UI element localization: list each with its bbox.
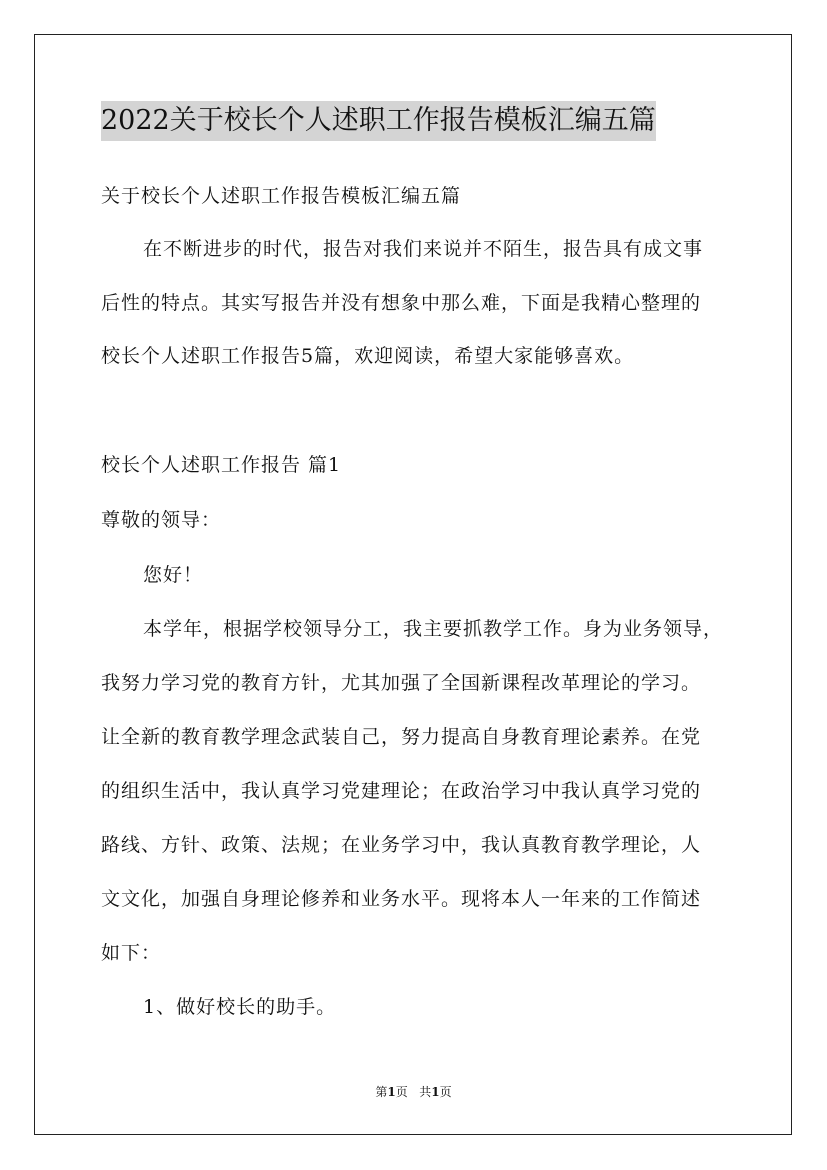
footer-page-number: 1 (387, 1085, 396, 1099)
body-line-6: 文文化，加强自身理论修养和业务水平。现将本人一年来的工作简述 (101, 888, 702, 910)
intro-line-1: 在不断进步的时代，报告对我们来说并不陌生，报告具有成文事 (143, 238, 704, 260)
document-title: 2022关于校长个人述职工作报告模板汇编五篇 (101, 101, 656, 141)
body-line-5: 路线、方针、政策、法规；在业务学习中，我认真教育教学理论，人 (101, 834, 702, 856)
salutation: 尊敬的领导： (101, 509, 222, 531)
body-line-4: 的组织生活中，我认真学习党建理论；在政治学习中我认真学习党的 (101, 780, 702, 802)
footer-total-suffix: 页 (439, 1085, 452, 1099)
document-subtitle: 关于校长个人述职工作报告模板汇编五篇 (101, 185, 462, 207)
footer-total-prefix: 共 (419, 1085, 432, 1099)
footer-page-suffix: 页 (395, 1085, 408, 1099)
intro-line-2: 后性的特点。其实写报告并没有想象中那么难，下面是我精心整理的 (101, 292, 702, 314)
body-line-1: 本学年，根据学校领导分工，我主要抓教学工作。身为业务领导， (143, 618, 724, 640)
body-line-7: 如下： (101, 942, 162, 964)
section-heading: 校长个人述职工作报告 篇1 (101, 454, 342, 476)
body-line-3: 让全新的教育教学理念武装自己，努力提高自身教育理论素养。在党 (101, 726, 702, 748)
footer-page-prefix: 第 (375, 1085, 388, 1099)
page-footer (0, 1084, 827, 1100)
body-line-2: 我努力学习党的教育方针，尤其加强了全国新课程改革理论的学习。 (101, 672, 702, 694)
intro-line-3: 校长个人述职工作报告5篇，欢迎阅读，希望大家能够喜欢。 (101, 345, 635, 367)
list-item-1: 1、做好校长的助手。 (143, 996, 337, 1018)
footer-total-pages: 1 (431, 1085, 440, 1099)
greeting: 您好！ (143, 564, 204, 586)
